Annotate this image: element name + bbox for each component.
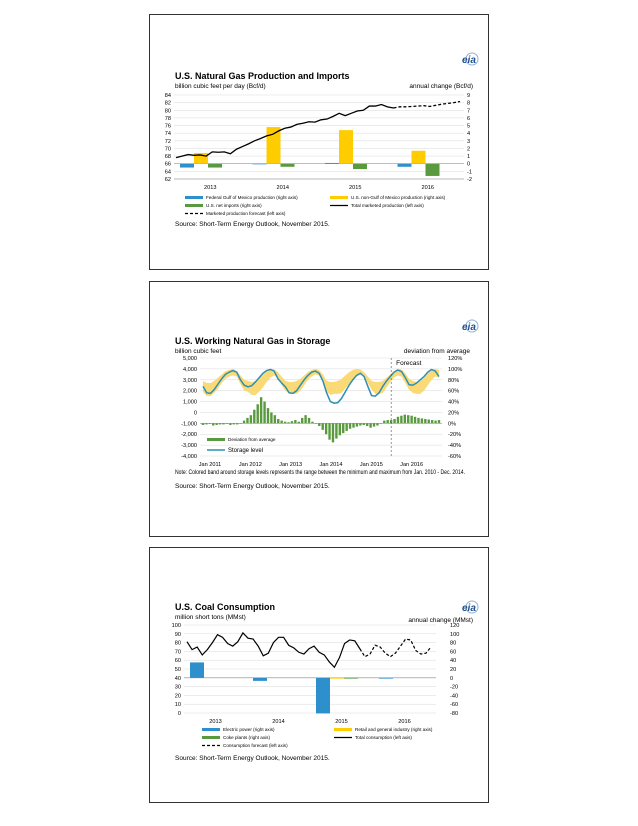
x-tick-label: Jan 2012 xyxy=(238,462,262,468)
deviation-bar xyxy=(222,423,224,424)
right-axis-label: deviation from average xyxy=(403,348,470,355)
deviation-bar xyxy=(376,423,378,425)
bar-yellow xyxy=(412,151,426,164)
bar-blue xyxy=(316,678,330,714)
tick-label: 80 xyxy=(174,640,181,647)
tick-label: 0 xyxy=(467,161,471,168)
bar-blue xyxy=(190,662,204,677)
deviation-bar xyxy=(233,423,235,424)
deviation-bar xyxy=(219,423,221,424)
eia-logo-text: eia xyxy=(462,322,476,333)
panel-natural-gas-production xyxy=(149,14,489,270)
deviation-bar xyxy=(318,423,320,426)
deviation-bar xyxy=(257,404,259,423)
deviation-bar xyxy=(212,423,214,425)
deviation-bar xyxy=(229,423,231,425)
tick-label: 2 xyxy=(467,146,471,153)
tick-label: 9 xyxy=(467,93,471,99)
source-text: Source: Short-Term Energy Outlook, November 2015. xyxy=(175,755,330,762)
tick-label: 0 xyxy=(450,675,454,682)
tick-label: 40 xyxy=(174,675,181,682)
tick-label: 62 xyxy=(164,177,171,183)
deviation-bar xyxy=(434,421,436,424)
deviation-bar xyxy=(342,423,344,433)
tick-label: 80 xyxy=(450,640,457,647)
deviation-bar xyxy=(410,416,412,424)
tick-label: 78 xyxy=(164,115,171,122)
deviation-bar xyxy=(400,416,402,424)
legend-label: Retail and general industry (right axis) xyxy=(355,727,433,732)
tick-label: 1 xyxy=(467,154,471,161)
left-axis-label: million short tons (MMst) xyxy=(175,614,246,621)
deviation-bar xyxy=(209,423,211,424)
bar-yellow xyxy=(339,130,353,164)
legend-label: Coke plants (right axis) xyxy=(223,735,270,740)
legend-label: U.S. net imports (right axis) xyxy=(206,203,262,208)
x-tick-label: Jan 2014 xyxy=(319,462,343,468)
legend-label: Total consumption (left axis) xyxy=(355,735,412,740)
legend-swatch xyxy=(330,196,348,199)
legend-swatch xyxy=(202,736,220,739)
deviation-bar xyxy=(393,419,395,423)
bar-blue xyxy=(325,163,339,164)
deviation-bar xyxy=(246,418,248,423)
deviation-bar xyxy=(322,423,324,430)
deviation-bar xyxy=(280,421,282,424)
deviation-bar xyxy=(424,419,426,423)
tick-label: -20 xyxy=(450,684,459,691)
tick-label: 60 xyxy=(450,649,457,656)
tick-label: 72 xyxy=(164,138,171,145)
deviation-bar xyxy=(359,423,361,425)
tick-label: -60 xyxy=(450,702,459,709)
bar-yellow xyxy=(267,127,281,164)
tick-label: 0 xyxy=(177,711,181,717)
tick-label: -20% xyxy=(448,432,462,439)
tick-label: 120 xyxy=(450,623,460,629)
tick-label: 60% xyxy=(448,388,460,395)
tick-label: 2,000 xyxy=(183,388,197,395)
deviation-bar xyxy=(250,415,252,423)
deviation-bar xyxy=(294,420,296,423)
x-tick-label: 2013 xyxy=(209,719,222,725)
deviation-bar xyxy=(301,418,303,423)
legend-swatch xyxy=(185,196,203,199)
deviation-bar xyxy=(397,417,399,424)
x-tick-label: 2016 xyxy=(421,185,434,191)
deviation-bar xyxy=(205,423,207,424)
deviation-bar xyxy=(253,410,255,424)
total-consumption-line xyxy=(187,633,360,667)
deviation-bar xyxy=(438,420,440,423)
tick-label: 3 xyxy=(467,138,471,145)
tick-label: -40% xyxy=(448,443,462,450)
tick-label: 40% xyxy=(448,399,460,406)
legend-label: Deviation from average xyxy=(228,437,276,442)
deviation-bar xyxy=(298,422,300,424)
legend-label: Storage level xyxy=(228,448,264,454)
legend-swatch xyxy=(207,438,225,441)
bar-green xyxy=(344,678,358,679)
bar-green xyxy=(281,164,295,167)
tick-label: 82 xyxy=(164,100,171,107)
deviation-bar xyxy=(373,423,375,426)
legend-swatch xyxy=(334,728,352,731)
deviation-bar xyxy=(325,423,327,434)
x-tick-label: 2015 xyxy=(349,185,362,191)
tick-label: 120% xyxy=(448,356,463,362)
x-tick-label: Jan 2015 xyxy=(359,462,383,468)
deviation-bar xyxy=(291,421,293,423)
tick-label: 84 xyxy=(164,93,171,99)
bar-blue xyxy=(180,164,194,168)
tick-label: 6 xyxy=(467,115,471,122)
eia-logo-text: eia xyxy=(462,55,476,66)
deviation-bar xyxy=(345,423,347,431)
tick-label: 20 xyxy=(174,693,181,700)
tick-label: 4 xyxy=(467,131,471,138)
x-tick-label: Jan 2016 xyxy=(400,462,424,468)
deviation-bar xyxy=(386,420,388,423)
tick-label: 7 xyxy=(467,108,471,115)
right-axis-label: annual change (Bcf/d) xyxy=(409,83,473,90)
legend-label: Consumption forecast (left axis) xyxy=(223,743,288,748)
tick-label: 74 xyxy=(164,131,171,138)
chart-title: U.S. Natural Gas Production and Imports xyxy=(175,71,350,81)
left-axis-label: billion cubic feet xyxy=(175,348,222,355)
deviation-bar xyxy=(349,423,351,428)
deviation-bar xyxy=(383,421,385,424)
tick-label: 80% xyxy=(448,377,460,384)
panel-coal-consumption xyxy=(149,547,489,803)
deviation-bar xyxy=(215,423,217,425)
deviation-bar xyxy=(417,418,419,423)
deviation-bar xyxy=(284,422,286,424)
legend-label: Marketed production forecast (left axis) xyxy=(206,211,286,216)
bar-blue xyxy=(253,164,267,165)
tick-label: 1,000 xyxy=(183,399,197,406)
x-tick-label: 2016 xyxy=(398,719,411,725)
eia-logo-icon xyxy=(462,601,478,614)
tick-label: 100% xyxy=(448,366,463,373)
deviation-bar xyxy=(270,412,272,423)
deviation-bar xyxy=(404,415,406,424)
chart-title: U.S. Working Natural Gas in Storage xyxy=(175,336,331,346)
deviation-bar xyxy=(274,415,276,423)
panel-natural-gas-storage xyxy=(149,281,489,537)
deviation-bar xyxy=(260,397,262,423)
tick-label: 3,000 xyxy=(183,377,197,384)
deviation-bar xyxy=(339,423,341,435)
source-text: Source: Short-Term Energy Outlook, November 2015. xyxy=(175,221,330,228)
deviation-bar xyxy=(267,408,269,423)
bar-blue xyxy=(253,678,267,681)
deviation-bar xyxy=(277,419,279,423)
eia-logo-icon xyxy=(462,320,478,333)
deviation-bar xyxy=(421,418,423,423)
x-tick-label: 2014 xyxy=(272,719,285,725)
deviation-bar xyxy=(335,423,337,438)
deviation-bar xyxy=(369,423,371,427)
tick-label: -2,000 xyxy=(181,432,197,439)
deviation-bar xyxy=(202,423,204,425)
deviation-bar xyxy=(263,402,265,424)
tick-label: 100 xyxy=(450,631,460,638)
tick-label: 80 xyxy=(164,108,171,115)
marketed-production-line xyxy=(176,105,394,158)
deviation-bar xyxy=(428,420,430,424)
legend-label: Electric power (right axis) xyxy=(223,727,275,732)
deviation-bar xyxy=(431,420,433,423)
deviation-bar xyxy=(308,418,310,423)
tick-label: 8 xyxy=(467,100,471,107)
coal-consumption-chart xyxy=(150,548,489,803)
right-axis-label: annual change (MMst) xyxy=(408,617,473,624)
tick-label: 10 xyxy=(174,702,181,709)
tick-label: 60 xyxy=(174,658,181,665)
tick-label: -80 xyxy=(450,711,459,717)
gas-production-chart xyxy=(150,15,489,270)
tick-label: -40 xyxy=(450,693,459,700)
tick-label: 70 xyxy=(164,146,171,153)
tick-label: -2 xyxy=(467,177,472,183)
deviation-bar xyxy=(356,423,358,426)
tick-label: 0 xyxy=(193,410,197,417)
deviation-bar xyxy=(328,423,330,439)
deviation-bar xyxy=(287,422,289,423)
tick-label: 30 xyxy=(174,684,181,691)
x-tick-label: Jan 2013 xyxy=(279,462,303,468)
tick-label: 68 xyxy=(164,154,171,161)
tick-label: 5 xyxy=(467,123,471,130)
x-tick-label: 2013 xyxy=(204,185,217,191)
deviation-bar xyxy=(332,423,334,442)
tick-label: 40 xyxy=(450,658,457,665)
legend-label: U.S. non-Gulf of Mexico production (right axis) xyxy=(351,195,446,200)
tick-label: 20% xyxy=(448,410,460,417)
deviation-bar xyxy=(243,421,245,424)
bar-blue xyxy=(398,164,412,167)
deviation-bar xyxy=(363,423,365,425)
x-tick-label: 2015 xyxy=(335,719,348,725)
eia-logo-text: eia xyxy=(462,603,476,614)
legend-label: Federal Gulf of Mexico production (right axis) xyxy=(206,195,298,200)
tick-label: 66 xyxy=(164,161,171,168)
tick-label: -1,000 xyxy=(181,421,197,428)
tick-label: 50 xyxy=(174,667,181,673)
gas-storage-chart xyxy=(150,282,489,537)
source-text: Source: Short-Term Energy Outlook, November 2015. xyxy=(175,483,330,490)
bar-green xyxy=(353,164,367,169)
tick-label: -4,000 xyxy=(181,454,197,460)
tick-label: -60% xyxy=(448,454,462,460)
tick-label: -1 xyxy=(467,169,472,176)
legend-swatch xyxy=(202,728,220,731)
tick-label: -3,000 xyxy=(181,443,197,450)
deviation-bar xyxy=(407,415,409,423)
forecast-label: Forecast xyxy=(396,360,422,367)
deviation-bar xyxy=(236,423,238,424)
x-tick-label: Jan 2011 xyxy=(198,462,222,468)
tick-label: 70 xyxy=(174,649,181,656)
consumption-forecast-line xyxy=(360,639,431,657)
deviation-bar xyxy=(366,423,368,426)
tick-label: 20 xyxy=(450,667,457,673)
deviation-bar xyxy=(352,423,354,427)
legend-label: Total marketed production (left axis) xyxy=(351,203,424,208)
tick-label: 100 xyxy=(171,623,181,629)
deviation-bar xyxy=(304,415,306,423)
tick-label: 5,000 xyxy=(183,356,197,362)
tick-label: 76 xyxy=(164,123,171,130)
bar-blue xyxy=(379,678,393,679)
bar-green xyxy=(208,164,222,168)
chart-title: U.S. Coal Consumption xyxy=(175,602,275,612)
tick-label: 90 xyxy=(174,631,181,638)
left-axis-label: billion cubic feet per day (Bcf/d) xyxy=(175,83,266,90)
deviation-bar xyxy=(226,423,228,424)
bar-green xyxy=(426,164,440,176)
eia-logo-icon xyxy=(462,53,478,66)
bar-yellow xyxy=(330,678,344,679)
deviation-bar xyxy=(414,417,416,424)
deviation-bar xyxy=(311,422,313,424)
min-max-band xyxy=(203,369,439,396)
tick-label: 64 xyxy=(164,169,171,176)
tick-label: 4,000 xyxy=(183,366,197,373)
legend-swatch xyxy=(185,204,203,207)
x-tick-label: 2014 xyxy=(276,185,289,191)
tick-label: 0% xyxy=(448,421,457,428)
note-line-1: Note: Colored band around storage levels represents the range between the minimum and maximum from Jan. 2010 - Dec. 2014. xyxy=(175,470,466,476)
